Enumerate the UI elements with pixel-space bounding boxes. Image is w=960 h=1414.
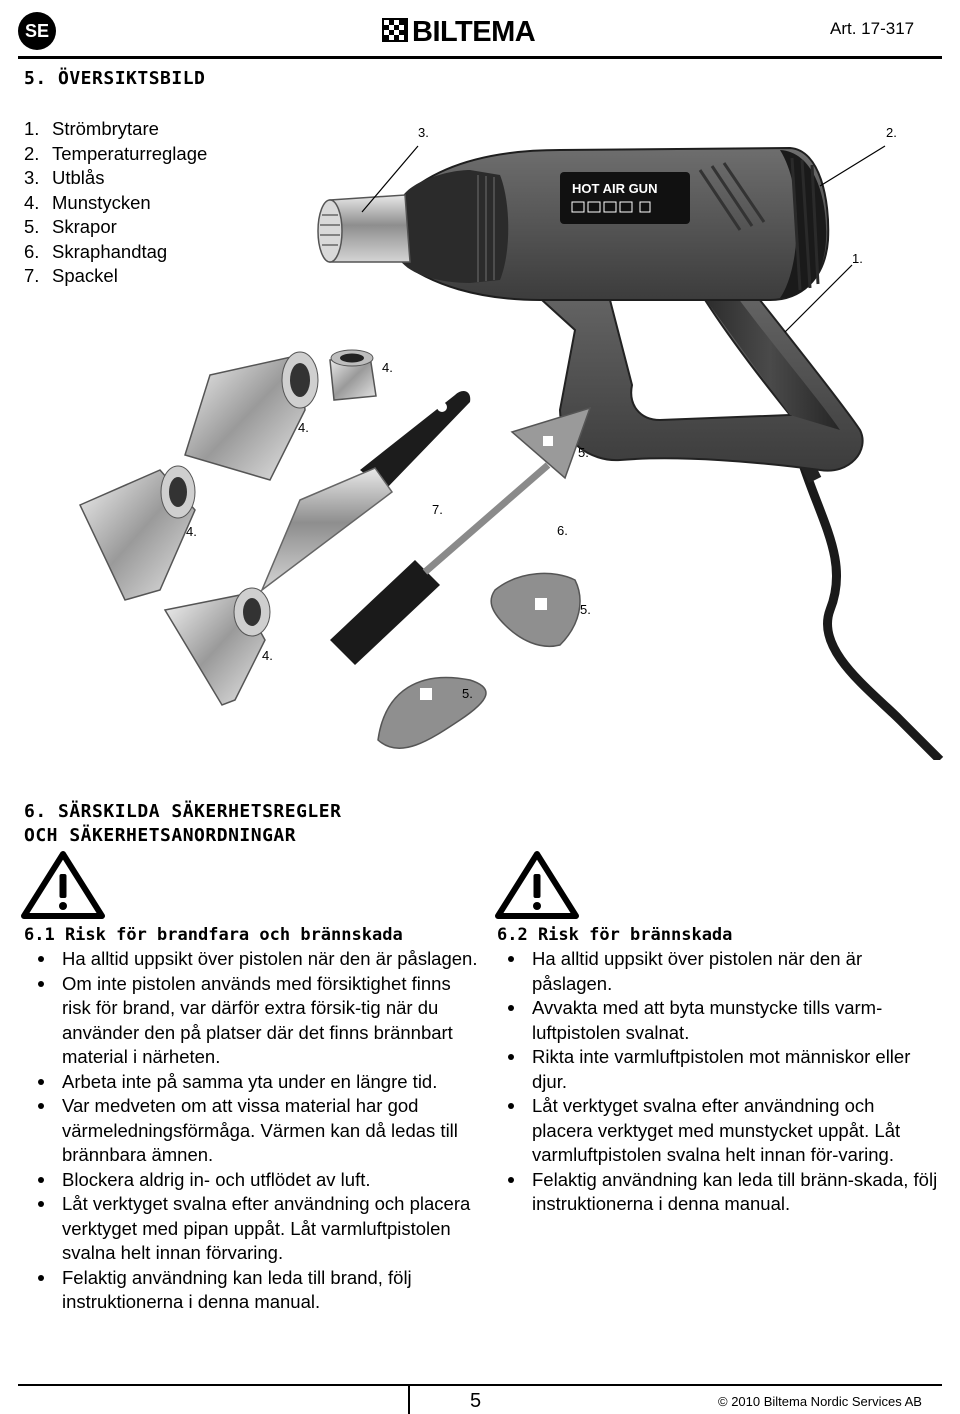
wide-nozzle-2 [80,466,195,600]
power-cord [800,455,940,760]
callout-7: 7. [432,502,443,517]
callout-4-fishtail: 4. [186,524,197,539]
subsection-6-1-title: 6.1 Risk för brandfara och brännskada [24,925,403,945]
list-item: Avvakta med att byta munstycke tills varm-luftpistolen svalnat. [494,996,939,1045]
copyright: © 2010 Biltema Nordic Services AB [718,1394,922,1409]
list-item: 6. Skraphandtag [24,240,168,262]
safety-list-6-1 [24,947,484,1315]
brand-name: BILTEMA [412,16,536,46]
page-number: 5 [470,1390,482,1412]
list-item: 3. Utblås [24,167,105,188]
callout-4-wide: 4. [298,420,309,435]
footer-divider [408,1386,410,1414]
hot-air-gun-label [560,172,690,224]
warning-triangle-icon [20,850,106,920]
list-item: 7. Spackel [24,265,118,286]
callout-4-reflector: 4. [262,648,273,663]
wide-nozzle-1 [185,352,318,480]
gun-label-text: HOT AIR GUN [572,181,658,196]
section-5-heading: 5. ÖVERSIKTSBILD [24,68,206,89]
callout-5-triangle: 5. [578,445,589,460]
footer-rule [18,1384,942,1386]
article-number: Art. 17-317 [830,19,915,38]
list-item: Arbeta inte på samma yta under en längre tid. [24,1070,484,1095]
list-item: 2. Temperaturreglage [24,142,208,164]
list-item: Ha alltid uppsikt över pistolen när den är påslagen. [24,947,484,972]
callout-3: 3. [418,125,429,140]
round-nozzle [330,350,376,400]
callout-5-star: 5. [580,602,591,617]
list-item: Felaktig användning kan leda till brand, följ instruktionerna i denna manual. [24,1266,484,1315]
callout-4-round: 4. [382,360,393,375]
list-item: Låt verktyget svalna efter användning och placera verktyget med pipan uppåt. Låt varmluftpistolen svalna helt innan förvaring. [24,1192,484,1266]
callout-1: 1. [852,251,863,266]
section-6-heading: 6. SÄRSKILDA SÄKERHETSREGLER OCH SÄKERHETSANORDNINGAR [24,801,342,846]
list-item: Blockera aldrig in- och utflödet av luft. [24,1168,484,1193]
subsection-6-2-title: 6.2 Risk för brännskada [497,925,733,945]
list-item: 5. Skrapor [24,216,117,237]
list-item: Felaktig användning kan leda till bränn-skada, följ instruktionerna i denna manual. [494,1168,939,1217]
callout-6: 6. [557,523,568,538]
list-item: Ha alltid uppsikt över pistolen när den är påslagen. [494,947,939,996]
callout-2: 2. [886,125,897,140]
list-item: Var medveten om att vissa material har god värmeledningsförmåga. Värmen kan då ledas till brännbara ämnen. [24,1094,484,1168]
callout-5-teardrop: 5. [462,686,473,701]
list-item: Om inte pistolen används med försiktighet finns risk för brand, var därför extra försik-tig när du använder den på platser där det finns brännbart material i närheten. [24,972,484,1070]
list-item: Låt verktyget svalna efter användning och placera verktyget med munstycket uppåt. Låt varmluftpistolen svalna helt innan för-varing. [494,1094,939,1168]
safety-list-6-2 [494,947,939,1217]
language-badge: SE [18,12,56,50]
list-item: 1. Strömbrytare [24,118,159,139]
reflector-nozzle [165,588,270,705]
list-item: Rikta inte varmluftpistolen mot människor eller djur. [494,1045,939,1094]
warning-triangle-icon [494,850,580,920]
list-item: 4. Munstycken [24,191,151,213]
